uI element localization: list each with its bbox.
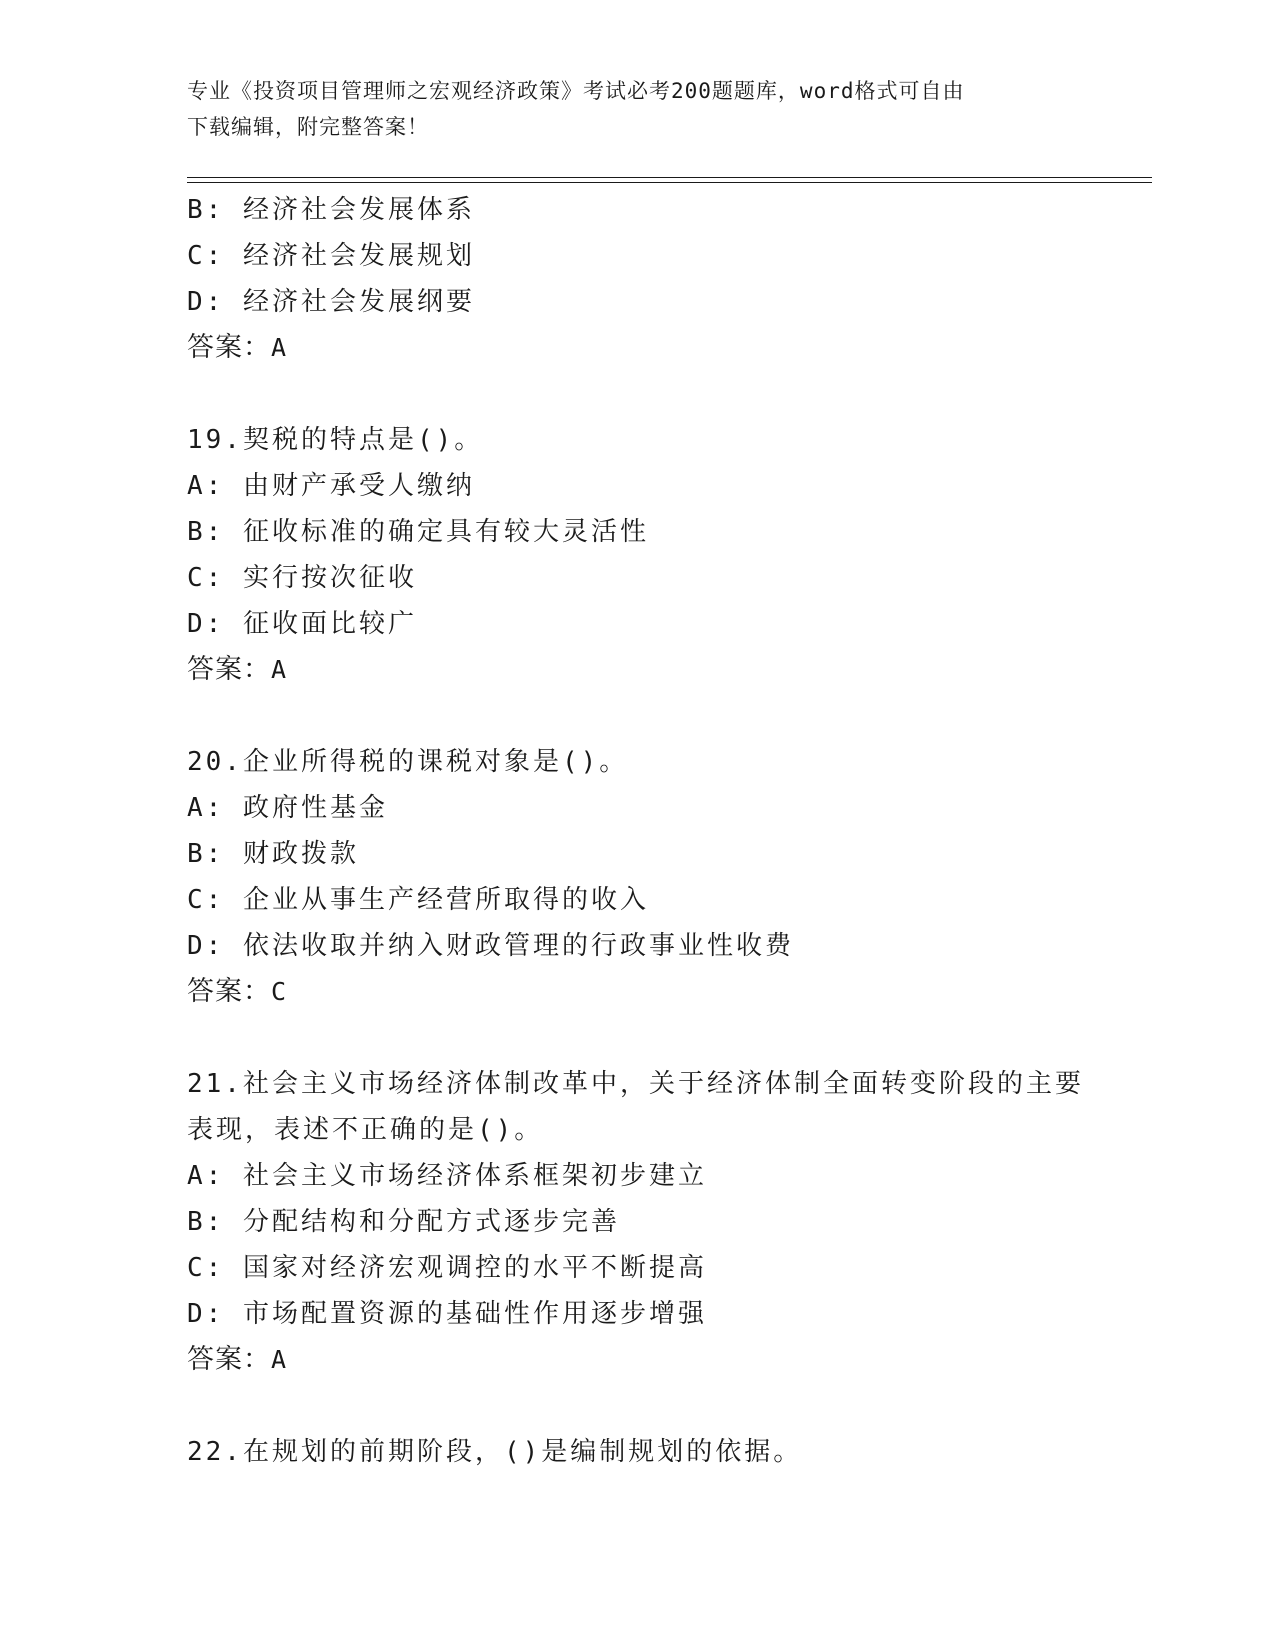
question-stem: 22.在规划的前期阶段，()是编制规划的依据。	[187, 1437, 803, 1467]
option-label: D:	[187, 1299, 225, 1329]
option-label: B:	[187, 839, 225, 869]
question-stem-line-2: 表现，表述不正确的是()。	[187, 1115, 544, 1145]
option-text: 由财产承受人缴纳	[242, 471, 475, 501]
answer-label: 答案：	[187, 976, 271, 1007]
option-label: C:	[187, 241, 225, 271]
option-text: 依法收取并纳入财政管理的行政事业性收费	[242, 931, 794, 961]
option-b	[187, 509, 1087, 555]
question-22	[187, 1429, 1087, 1475]
question-stem-line-1: 21.社会主义市场经济体制改革中，关于经济体制全面转变阶段的主要	[187, 1069, 1084, 1099]
option-label: B:	[187, 195, 225, 225]
answer-line	[187, 647, 1087, 693]
option-d	[187, 923, 1087, 969]
option-label: A:	[187, 793, 225, 823]
answer-line	[187, 325, 1087, 371]
option-a	[187, 463, 1087, 509]
option-a	[187, 785, 1087, 831]
option-b	[187, 831, 1087, 877]
question-19	[187, 417, 1087, 693]
option-text: 经济社会发展体系	[242, 195, 475, 225]
option-text: 国家对经济宏观调控的水平不断提高	[242, 1253, 707, 1283]
document-header	[187, 73, 1087, 145]
question-stem: 19.契税的特点是()。	[187, 425, 484, 455]
option-label: C:	[187, 885, 225, 915]
answer-label: 答案：	[187, 654, 271, 685]
option-c	[187, 877, 1087, 923]
option-b	[187, 1199, 1087, 1245]
option-text: 政府性基金	[242, 793, 388, 823]
option-text: 财政拨款	[242, 839, 359, 869]
answer-value: C	[271, 977, 288, 1006]
option-label: D:	[187, 287, 225, 317]
option-c	[187, 233, 1087, 279]
option-d	[187, 1291, 1087, 1337]
option-text: 市场配置资源的基础性作用逐步增强	[242, 1299, 707, 1329]
option-label: A:	[187, 471, 225, 501]
question-20	[187, 739, 1087, 1015]
option-label: A:	[187, 1161, 225, 1191]
answer-line	[187, 969, 1087, 1015]
answer-label: 答案：	[187, 1344, 271, 1375]
question-stem: 20.企业所得税的课税对象是()。	[187, 747, 629, 777]
option-c	[187, 555, 1087, 601]
option-text: 经济社会发展规划	[242, 241, 475, 271]
header-line-1: 专业《投资项目管理师之宏观经济政策》考试必考200题题库，word格式可自由	[187, 79, 965, 103]
answer-value: A	[271, 1345, 288, 1374]
question-21	[187, 1061, 1087, 1383]
option-label: C:	[187, 563, 225, 593]
header-line-2: 下载编辑，附完整答案！	[187, 115, 429, 139]
option-c	[187, 1245, 1087, 1291]
option-b	[187, 187, 1087, 233]
option-text: 征收标准的确定具有较大灵活性	[242, 517, 649, 547]
option-text: 企业从事生产经营所取得的收入	[242, 885, 649, 915]
option-text: 实行按次征收	[242, 563, 417, 593]
answer-value: A	[271, 333, 288, 362]
option-label: D:	[187, 609, 225, 639]
answer-value: A	[271, 655, 288, 684]
header-rule-top	[187, 177, 1152, 178]
option-label: B:	[187, 1207, 225, 1237]
question-18-continued	[187, 187, 1087, 371]
option-label: C:	[187, 1253, 225, 1283]
answer-label: 答案：	[187, 332, 271, 363]
option-text: 征收面比较广	[242, 609, 417, 639]
option-d	[187, 601, 1087, 647]
option-a	[187, 1153, 1087, 1199]
option-label: D:	[187, 931, 225, 961]
option-text: 社会主义市场经济体系框架初步建立	[242, 1161, 707, 1191]
option-d	[187, 279, 1087, 325]
answer-line	[187, 1337, 1087, 1383]
question-list	[187, 187, 1087, 1475]
option-text: 经济社会发展纲要	[242, 287, 475, 317]
option-text: 分配结构和分配方式逐步完善	[242, 1207, 620, 1237]
header-rule-bottom	[187, 182, 1152, 183]
option-label: B:	[187, 517, 225, 547]
